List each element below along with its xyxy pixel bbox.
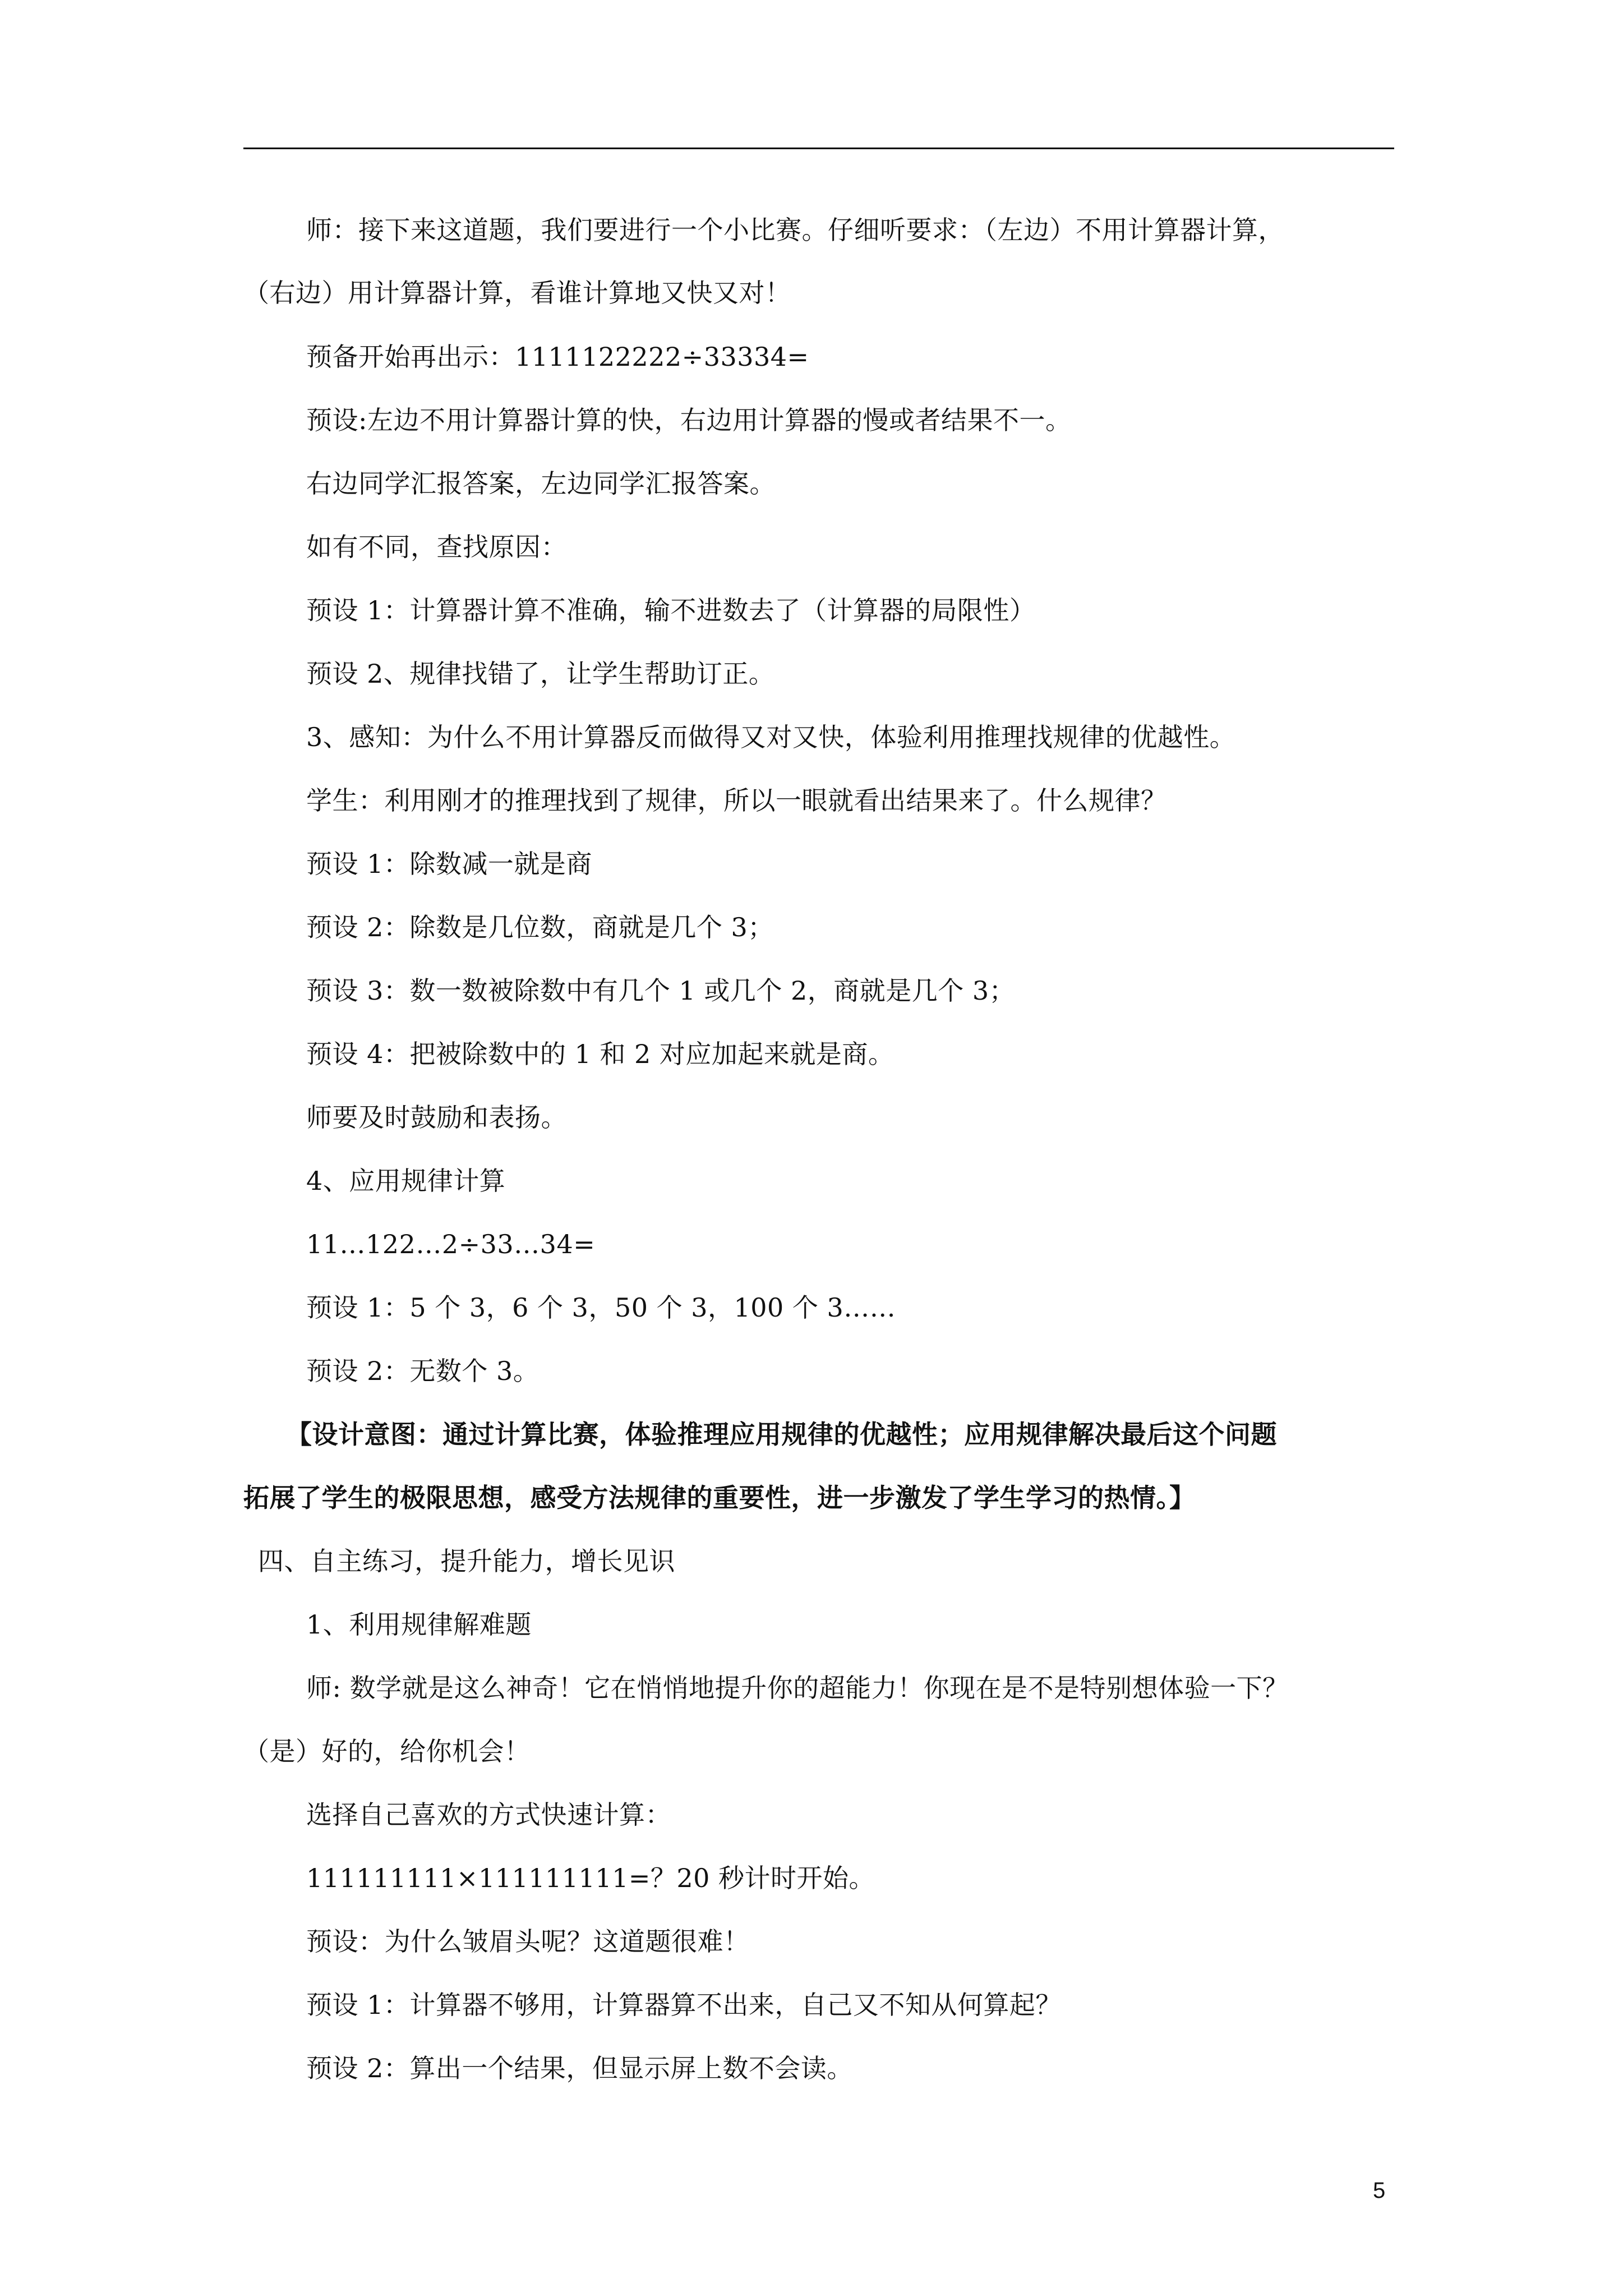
- section-heading: 四、自主练习，提升能力，增长见识: [258, 1546, 675, 1576]
- paragraph-line: 预设 2：算出一个结果，但显示屏上数不会读。: [306, 2053, 853, 2083]
- paragraph-line: 师：接下来这道题，我们要进行一个小比赛。仔细听要求：（左边）不用计算器计算，: [306, 215, 1284, 245]
- paragraph-line: 3、感知：为什么不用计算器反而做得又对又快，体验利用推理找规律的优越性。: [306, 722, 1236, 752]
- paragraph-line: 预设 1：计算器计算不准确，输不进数去了（计算器的局限性）: [306, 595, 1036, 625]
- paragraph-line: 预设 4：把被除数中的 1 和 2 对应加起来就是商。: [306, 1039, 895, 1069]
- paragraph-line: 预设 3：数一数被除数中有几个 1 或几个 2，商就是几个 3；: [306, 976, 1016, 1006]
- paragraph-line: 预设：为什么皱眉头呢？这道题很难！: [306, 1926, 750, 1957]
- paragraph-line: 预设 2：除数是几位数，商就是几个 3；: [306, 912, 774, 942]
- paragraph-line: 预设 1：计算器不够用，计算器算不出来，自己又不知从何算起？: [306, 1990, 1062, 2020]
- paragraph-line: （右边）用计算器计算，看谁计算地又快又对！: [243, 278, 791, 308]
- paragraph-line: 学生：利用刚才的推理找到了规律，所以一眼就看出结果来了。什么规律？: [306, 785, 1167, 816]
- paragraph-line: 1、利用规律解难题: [306, 1609, 532, 1640]
- page-number: 5: [1373, 2178, 1386, 2203]
- paragraph-line: 11…122…2÷33…34=: [306, 1229, 596, 1259]
- paragraph-line: （是）好的，给你机会！: [243, 1736, 531, 1766]
- paragraph-line: 4、应用规律计算: [306, 1166, 506, 1196]
- paragraph-line: 师要及时鼓励和表扬。: [306, 1102, 567, 1133]
- design-intent-line: 拓展了学生的极限思想，感受方法规律的重要性，进一步激发了学生学习的热情。】: [243, 1483, 1196, 1513]
- paragraph-line: 师: 数学就是这么神奇！它在悄悄地提升你的超能力！你现在是不是特别想体验一下？: [306, 1673, 1289, 1703]
- design-intent-line: 【设计意图：通过计算比赛，体验推理应用规律的优越性；应用规律解决最后这个问题: [286, 1419, 1277, 1450]
- paragraph-line: 右边同学汇报答案，左边同学汇报答案。: [306, 468, 776, 499]
- paragraph-line: 预设:左边不用计算器计算的快，右边用计算器的慢或者结果不一。: [306, 405, 1072, 435]
- paragraph-line: 预备开始再出示：1111122222÷33334=: [306, 342, 809, 372]
- paragraph-line: 预设 2、规律找错了，让学生帮助订正。: [306, 659, 775, 689]
- paragraph-line: 预设 1：5 个 3，6 个 3，50 个 3，100 个 3……: [306, 1292, 896, 1323]
- paragraph-line: 111111111×111111111=？20 秒计时开始。: [306, 1863, 875, 1893]
- paragraph-line: 预设 1：除数减一就是商: [306, 849, 592, 879]
- paragraph-line: 如有不同，查找原因：: [306, 532, 567, 562]
- paragraph-line: 选择自己喜欢的方式快速计算：: [306, 1800, 671, 1830]
- paragraph-line: 预设 2：无数个 3。: [306, 1356, 540, 1386]
